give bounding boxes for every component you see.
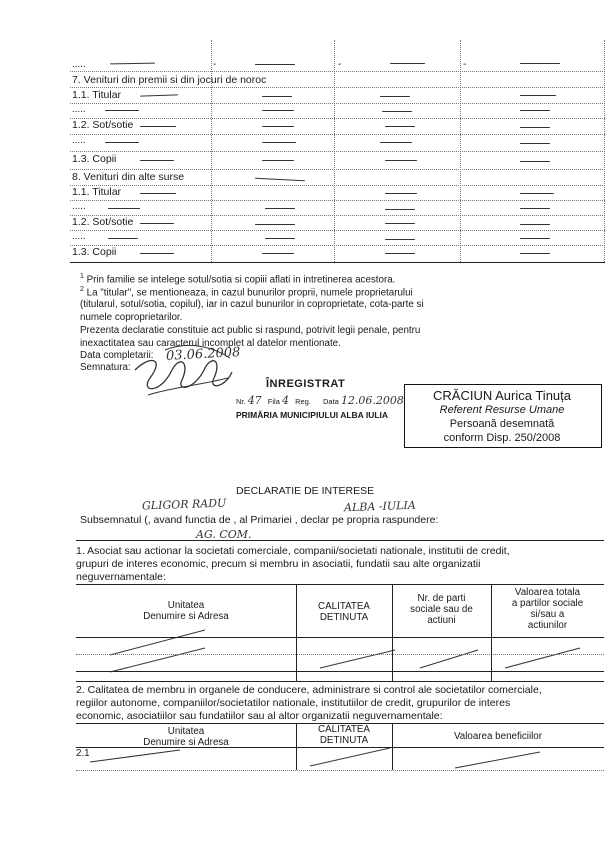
public-act-line1: Prezenta declaratie constituie act public si raspund, potrivit legii penale, pentru: [80, 325, 421, 336]
row-2-1: 2.1: [76, 748, 90, 759]
col-mark: -: [463, 59, 467, 70]
public-act-line2: inexactitatea sau caracterul incomplet al datelor mentionate.: [80, 338, 341, 349]
section-1-line2: grupuri de interes economic, precum si membru in asociatii, fundatii sau alte organizatii: [76, 558, 481, 570]
t1-header-calitatea: CALITATEA DETINUTA: [318, 601, 370, 623]
s7-row-dots: .....: [72, 135, 86, 146]
handwritten-city: ALBA -IULIA: [343, 498, 416, 515]
date-label: Data completarii:: [80, 350, 154, 361]
section-2-line1: 2. Calitatea de membru in organele de conducere, administrare si control ale societatilor comerciale,: [76, 684, 542, 696]
section-8-title: 8. Venituri din alte surse: [72, 171, 185, 183]
s8-row-copii: 1.3. Copii: [72, 246, 117, 258]
s8-row-dots: .....: [72, 231, 86, 242]
col-mark: -: [338, 59, 342, 70]
subsemnatul-line: Subsemnatul (, avand functia de , al Primariei , declar pe propria raspundere:: [80, 514, 439, 526]
row-dots-0: .....: [72, 59, 86, 70]
registration-line: Nr. 47 Fila 4 Reg. Data 12.06.2008: [236, 394, 404, 407]
designated-line3: Persoană desemnată: [449, 418, 555, 430]
s7-row-copii: 1.3. Copii: [72, 153, 117, 165]
footnote-2-line3: numele coproprietarilor.: [80, 312, 183, 323]
s8-row-dots: .....: [72, 201, 86, 212]
footnote-2-line1: $^2$ La "titular", se mentioneaza, in cazul bunurilor proprii, numele proprietarului: [80, 286, 413, 299]
footnote-2-line2: (titularul, sotul/sotia, copilul), iar in cazul bunurilor in coproprietate, cota-parte si: [80, 299, 424, 310]
section-2-line3: economic, asociatiilor sau fundatiilor sau al altor organizatii neguvernamentale:: [76, 710, 443, 722]
footnote-1: $^1$ Prin familie se intelege sotul/sotia si copiii aflati in intretinerea acestora.: [80, 273, 396, 286]
s8-row-titular: 1.1. Titular: [72, 186, 122, 198]
t2-header-valoarea: Valoarea beneficiilor: [453, 731, 543, 742]
section-7-title: 7. Venituri din premii si din jocuri de noroc: [72, 74, 267, 86]
section-2-line2: regiilor autonome, companiilor/societatilor nationale, institutiilor de credit, grupurilor de interes: [76, 697, 511, 709]
handwritten-function: AG. COM.: [196, 528, 252, 541]
t2-header-unitatea: Unitatea Denumire si Adresa: [143, 726, 229, 748]
date-value-handwritten: 03.06.2008: [165, 345, 241, 364]
signature-label: Semnatura:: [80, 362, 131, 373]
s7-row-dots: .....: [72, 104, 86, 115]
section-1-line3: neguvernamentale:: [76, 571, 166, 583]
declaration-title: DECLARATIE DE INTERESE: [236, 485, 375, 497]
s7-row-titular: 1.1. Titular: [72, 89, 122, 101]
registration-institution: PRIMĂRIA MUNICIPIULUI ALBA IULIA: [236, 410, 389, 420]
designated-role: Referent Resurse Umane: [439, 404, 565, 416]
col-mark: -: [213, 59, 217, 70]
registration-title: ÎNREGISTRAT: [266, 378, 346, 390]
t1-header-valoarea: Valoarea totala a partilor sociale si/sau a actiunilor: [511, 587, 584, 631]
s7-row-sot: 1.2. Sot/sotie: [72, 119, 134, 131]
handwritten-name: GLIGOR RADU: [141, 496, 227, 513]
s8-row-sot: 1.2. Sot/sotie: [72, 216, 134, 228]
designated-line4: conform Disp. 250/2008: [443, 432, 561, 444]
t1-header-parti: Nr. de parti sociale sau de actiuni: [410, 593, 473, 626]
t1-header-unitatea: Unitatea Denumire si Adresa: [143, 600, 229, 622]
section-1-line1: 1. Asociat sau actionar la societati comerciale, companii/societati nationale, institutii de credit,: [76, 545, 510, 557]
designated-name: CRĂCIUN Aurica Tinuța: [433, 388, 571, 403]
t2-header-calitatea: CALITATEA DETINUTA: [318, 724, 370, 746]
